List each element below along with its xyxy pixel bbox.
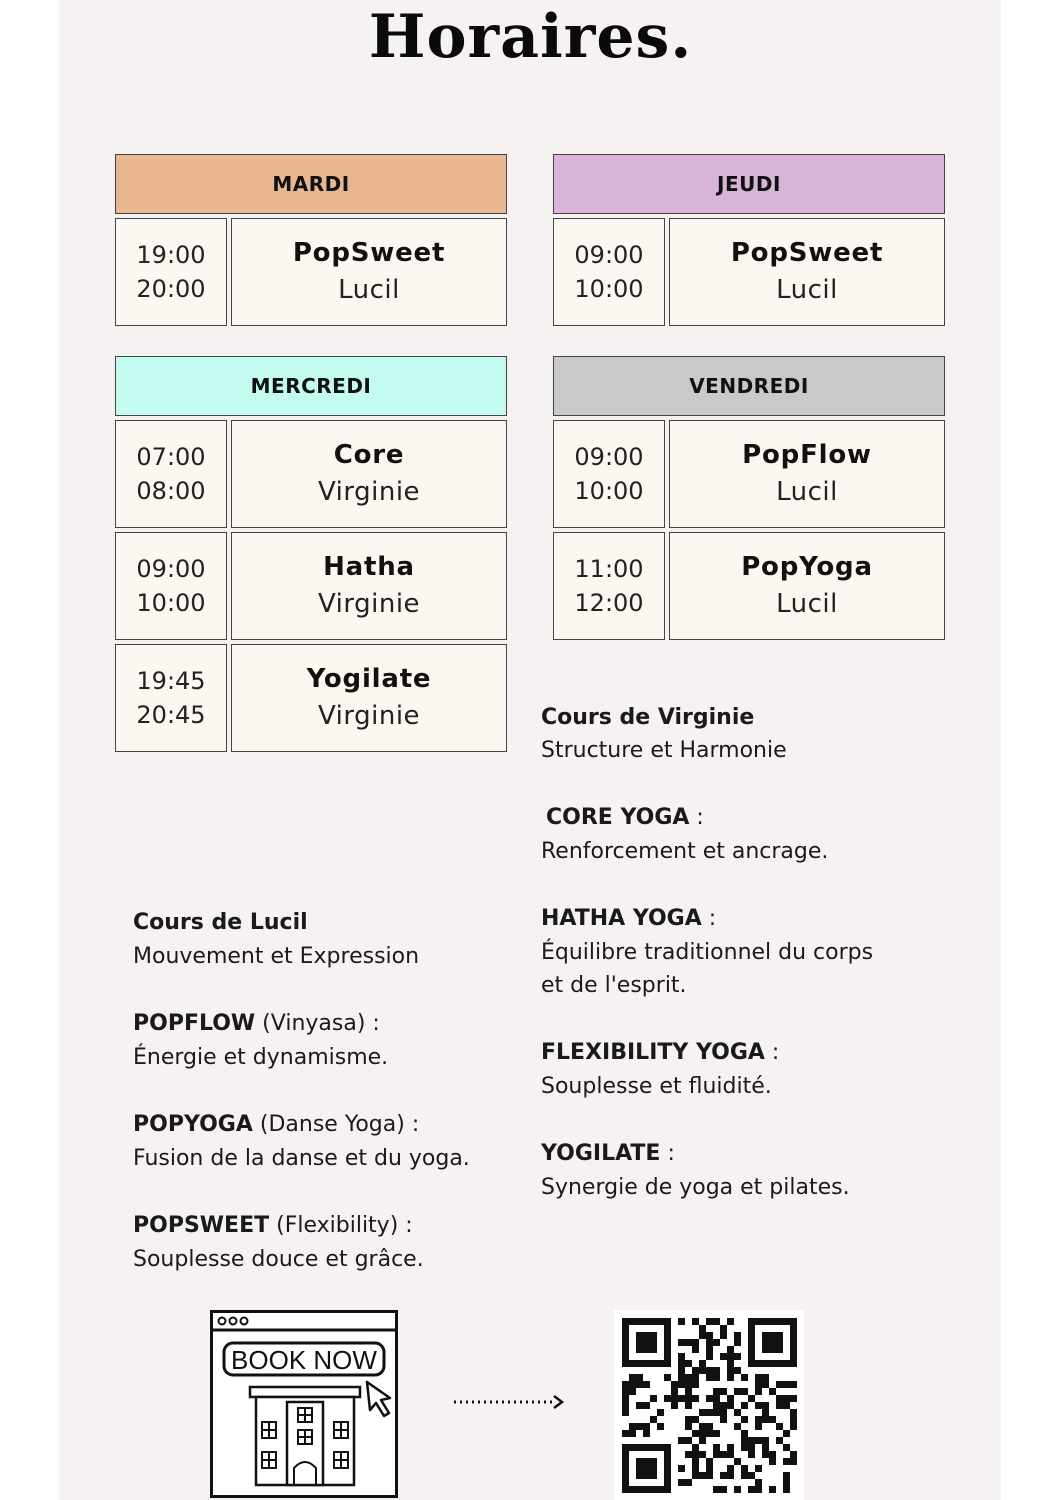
qr-module (727, 1367, 734, 1374)
qr-module (741, 1388, 748, 1395)
qr-module (713, 1409, 720, 1416)
qr-module (685, 1360, 692, 1367)
course-desc-hatha: HATHA YOGA : (541, 906, 717, 931)
qr-module (713, 1430, 720, 1437)
qr-module (727, 1346, 734, 1353)
qr-module (622, 1381, 629, 1388)
book-now-browser-icon[interactable] (210, 1310, 398, 1498)
qr-module (692, 1318, 699, 1325)
qr-module (692, 1346, 699, 1353)
day-header-mardi: MARDI (115, 154, 507, 214)
qr-module (713, 1486, 720, 1493)
end-time: 20:00 (136, 275, 206, 303)
qr-module (776, 1423, 783, 1430)
course-desc-yogilate: YOGILATE : (541, 1141, 675, 1166)
end-time: 12:00 (574, 589, 644, 617)
qr-module (776, 1381, 783, 1388)
course-name: Core (333, 440, 405, 470)
qr-module (727, 1444, 734, 1451)
course-desc-flexibility: FLEXIBILITY YOGA : (541, 1040, 780, 1065)
course-desc-yogilate-text: Synergie de yoga et pilates. (541, 1175, 850, 1200)
qr-module (692, 1395, 699, 1402)
qr-finder-center (762, 1332, 783, 1353)
qr-module (769, 1458, 776, 1465)
course-cell (669, 420, 945, 528)
qr-module (685, 1402, 692, 1409)
course-name: PopYoga (741, 552, 873, 582)
course-desc-core: CORE YOGA : (546, 805, 704, 830)
qr-module (692, 1381, 699, 1388)
qr-module (671, 1402, 678, 1409)
qr-module (664, 1395, 671, 1402)
course-cell (231, 420, 507, 528)
qr-module (762, 1409, 769, 1416)
end-time: 10:00 (574, 477, 644, 505)
course-desc-hatha-text-2: et de l'esprit. (541, 973, 687, 998)
book-now-label[interactable]: BOOK NOW (231, 1345, 377, 1375)
qr-module (755, 1465, 762, 1472)
qr-module (783, 1458, 790, 1465)
qr-module (706, 1346, 713, 1353)
qr-module (720, 1472, 727, 1479)
qr-module (790, 1416, 797, 1423)
qr-module (741, 1437, 748, 1444)
qr-module (685, 1437, 692, 1444)
qr-module (706, 1339, 713, 1346)
qr-module (755, 1486, 762, 1493)
time-cell (115, 218, 227, 326)
qr-module (762, 1374, 769, 1381)
qr-module (783, 1479, 790, 1486)
course-desc-popsweet-text: Souplesse douce et grâce. (133, 1247, 424, 1272)
qr-module (741, 1444, 748, 1451)
qr-module (636, 1402, 643, 1409)
qr-module (734, 1339, 741, 1346)
qr-module (678, 1395, 685, 1402)
qr-module (748, 1444, 755, 1451)
qr-module (699, 1430, 706, 1437)
time-cell (115, 532, 227, 640)
qr-module (734, 1458, 741, 1465)
qr-module (720, 1388, 727, 1395)
qr-module (629, 1430, 636, 1437)
qr-module (629, 1381, 636, 1388)
course-cell (231, 532, 507, 640)
qr-module (783, 1430, 790, 1437)
qr-module (734, 1367, 741, 1374)
qr-module (699, 1332, 706, 1339)
qr-module (769, 1451, 776, 1458)
course-name: PopFlow (742, 440, 872, 470)
time-cell (553, 532, 665, 640)
qr-module (741, 1416, 748, 1423)
qr-module (678, 1353, 685, 1360)
qr-module (713, 1402, 720, 1409)
qr-module (706, 1472, 713, 1479)
qr-module (706, 1430, 713, 1437)
qr-module (713, 1395, 720, 1402)
qr-module (692, 1374, 699, 1381)
course-name: Hatha (323, 552, 415, 582)
qr-module (685, 1395, 692, 1402)
qr-module (734, 1332, 741, 1339)
qr-module (783, 1472, 790, 1479)
start-time: 09:00 (574, 241, 644, 269)
qr-module (692, 1465, 699, 1472)
qr-module (727, 1465, 734, 1472)
qr-module (776, 1402, 783, 1409)
course-desc-popyoga-text: Fusion de la danse et du yoga. (133, 1146, 470, 1171)
qr-module (755, 1423, 762, 1430)
qr-module (720, 1416, 727, 1423)
qr-module (657, 1409, 664, 1416)
course-name: PopSweet (730, 238, 884, 268)
qr-module (769, 1416, 776, 1423)
qr-module (706, 1332, 713, 1339)
lucil-heading: Cours de Lucil (133, 910, 308, 935)
qr-module (755, 1381, 762, 1388)
qr-module (692, 1458, 699, 1465)
qr-module (713, 1367, 720, 1374)
qr-module (790, 1423, 797, 1430)
qr-module (783, 1486, 790, 1493)
time-cell (553, 420, 665, 528)
course-cell (231, 218, 507, 326)
qr-module (699, 1451, 706, 1458)
qr-module (678, 1479, 685, 1486)
qr-module (678, 1465, 685, 1472)
qr-module (783, 1402, 790, 1409)
course-desc-core-text: Renforcement et ancrage. (541, 839, 829, 864)
qr-module (762, 1381, 769, 1388)
teacher-name: Lucil (776, 589, 838, 619)
page-title: Horaires. (368, 2, 693, 72)
qr-module (629, 1374, 636, 1381)
qr-module (622, 1402, 629, 1409)
qr-module (678, 1437, 685, 1444)
qr-module (755, 1437, 762, 1444)
qr-module (657, 1423, 664, 1430)
qr-module (692, 1444, 699, 1451)
qr-module (678, 1360, 685, 1367)
qr-module (748, 1437, 755, 1444)
qr-module (692, 1367, 699, 1374)
course-desc-popsweet: POPSWEET (Flexibility) : (133, 1213, 413, 1238)
qr-module (699, 1325, 706, 1332)
qr-module (720, 1486, 727, 1493)
time-cell (115, 420, 227, 528)
course-name: Yogilate (306, 664, 432, 694)
teacher-name: Lucil (776, 477, 838, 507)
course-cell (669, 532, 945, 640)
qr-module (734, 1409, 741, 1416)
qr-module (685, 1381, 692, 1388)
qr-module (741, 1430, 748, 1437)
qr-module (671, 1395, 678, 1402)
qr-module (692, 1416, 699, 1423)
qr-module (734, 1388, 741, 1395)
qr-module (678, 1367, 685, 1374)
start-time: 19:00 (136, 241, 206, 269)
qr-module (706, 1395, 713, 1402)
qr-module (699, 1367, 706, 1374)
qr-module (678, 1318, 685, 1325)
qr-module (713, 1451, 720, 1458)
teacher-name: Lucil (776, 275, 838, 305)
qr-module (762, 1402, 769, 1409)
qr-module (776, 1437, 783, 1444)
qr-module (720, 1332, 727, 1339)
qr-module (685, 1416, 692, 1423)
end-time: 10:00 (574, 275, 644, 303)
qr-module (706, 1318, 713, 1325)
qr-module (790, 1409, 797, 1416)
qr-module (629, 1388, 636, 1395)
qr-module (678, 1339, 685, 1346)
teacher-name: Virginie (317, 589, 421, 619)
course-cell (231, 644, 507, 752)
end-time: 20:45 (136, 701, 206, 729)
qr-module (755, 1388, 762, 1395)
qr-module (643, 1402, 650, 1409)
qr-module (706, 1458, 713, 1465)
qr-module (776, 1395, 783, 1402)
start-time: 11:00 (574, 555, 644, 583)
qr-module (748, 1451, 755, 1458)
qr-module (713, 1388, 720, 1395)
qr-module (762, 1444, 769, 1451)
qr-module (622, 1388, 629, 1395)
qr-module (727, 1402, 734, 1409)
qr-module (671, 1388, 678, 1395)
qr-module (755, 1479, 762, 1486)
virginie-subtitle: Structure et Harmonie (541, 738, 787, 763)
qr-module (783, 1381, 790, 1388)
qr-module (748, 1395, 755, 1402)
day-header-jeudi: JEUDI (553, 154, 945, 214)
qr-module (713, 1374, 720, 1381)
qr-module (790, 1458, 797, 1465)
dotted-arrow-icon (452, 1392, 568, 1412)
virginie-heading: Cours de Virginie (541, 705, 755, 730)
qr-module (734, 1486, 741, 1493)
qr-module (636, 1374, 643, 1381)
qr-module (685, 1451, 692, 1458)
qr-module (720, 1325, 727, 1332)
qr-module (783, 1444, 790, 1451)
course-desc-flexibility-text: Souplesse et fluidité. (541, 1074, 772, 1099)
course-desc-popflow-text: Énergie et dynamisme. (133, 1045, 389, 1070)
qr-module (734, 1423, 741, 1430)
start-time: 09:00 (574, 443, 644, 471)
qr-module (748, 1472, 755, 1479)
qr-module (706, 1367, 713, 1374)
qr-module (671, 1381, 678, 1388)
qr-module (755, 1374, 762, 1381)
qr-module (727, 1360, 734, 1367)
qr-module (741, 1465, 748, 1472)
qr-module (727, 1395, 734, 1402)
qr-module (762, 1437, 769, 1444)
qr-module (685, 1374, 692, 1381)
qr-module (699, 1360, 706, 1367)
qr-module (790, 1451, 797, 1458)
qr-module (685, 1423, 692, 1430)
qr-module (699, 1423, 706, 1430)
time-cell (553, 218, 665, 326)
qr-module (769, 1388, 776, 1395)
qr-module (762, 1416, 769, 1423)
course-desc-popyoga: POPYOGA (Danse Yoga) : (133, 1112, 420, 1137)
course-cell (669, 218, 945, 326)
qr-module (790, 1381, 797, 1388)
day-header-vendredi: VENDREDI (553, 356, 945, 416)
day-header-mercredi: MERCREDI (115, 356, 507, 416)
qr-module (727, 1374, 734, 1381)
time-cell (115, 644, 227, 752)
qr-module (643, 1423, 650, 1430)
qr-module (636, 1423, 643, 1430)
qr-module (720, 1353, 727, 1360)
qr-module (699, 1472, 706, 1479)
qr-module (692, 1451, 699, 1458)
qr-module (720, 1451, 727, 1458)
qr-module (685, 1479, 692, 1486)
qr-module (629, 1423, 636, 1430)
qr-module (643, 1381, 650, 1388)
qr-module (706, 1409, 713, 1416)
qr-module (727, 1472, 734, 1479)
qr-module (755, 1402, 762, 1409)
start-time: 09:00 (136, 555, 206, 583)
qr-module (727, 1451, 734, 1458)
qr-module (727, 1353, 734, 1360)
end-time: 08:00 (136, 477, 206, 505)
qr-module (769, 1486, 776, 1493)
qr-module (692, 1339, 699, 1346)
qr-module (790, 1395, 797, 1402)
qr-module (699, 1409, 706, 1416)
qr-module (685, 1388, 692, 1395)
qr-module (706, 1374, 713, 1381)
qr-module (650, 1395, 657, 1402)
qr-module (664, 1374, 671, 1381)
qr-module (643, 1430, 650, 1437)
qr-module (741, 1374, 748, 1381)
teacher-name: Virginie (317, 477, 421, 507)
start-time: 19:45 (136, 667, 206, 695)
qr-module (685, 1339, 692, 1346)
qr-module (734, 1353, 741, 1360)
qr-module (720, 1409, 727, 1416)
qr-module (741, 1472, 748, 1479)
qr-module (727, 1318, 734, 1325)
qr-module (678, 1381, 685, 1388)
end-time: 10:00 (136, 589, 206, 617)
qr-finder-center (636, 1332, 657, 1353)
qr-module (741, 1402, 748, 1409)
course-name: PopSweet (292, 238, 446, 268)
qr-module (713, 1339, 720, 1346)
teacher-name: Lucil (338, 275, 400, 305)
qr-module (636, 1381, 643, 1388)
qr-module (706, 1353, 713, 1360)
qr-module (762, 1451, 769, 1458)
qr-module (748, 1486, 755, 1493)
qr-module (622, 1430, 629, 1437)
qr-module (650, 1416, 657, 1423)
course-desc-hatha-text: Équilibre traditionnel du corps (541, 940, 874, 965)
start-time: 07:00 (136, 443, 206, 471)
qr-module (699, 1437, 706, 1444)
qr-module (692, 1472, 699, 1479)
qr-module (713, 1444, 720, 1451)
qr-module (755, 1416, 762, 1423)
qr-module (706, 1465, 713, 1472)
qr-finder-center (636, 1458, 657, 1479)
qr-module (713, 1318, 720, 1325)
qr-module (706, 1423, 713, 1430)
lucil-subtitle: Mouvement et Expression (133, 944, 420, 969)
qr-module (622, 1395, 629, 1402)
teacher-name: Virginie (317, 701, 421, 731)
qr-module (720, 1402, 727, 1409)
course-desc-popflow: POPFLOW (Vinyasa) : (133, 1011, 380, 1036)
qr-module (692, 1430, 699, 1437)
qr-module (678, 1374, 685, 1381)
qr-code-icon[interactable] (614, 1310, 804, 1500)
qr-module (622, 1409, 629, 1416)
qr-module (783, 1395, 790, 1402)
